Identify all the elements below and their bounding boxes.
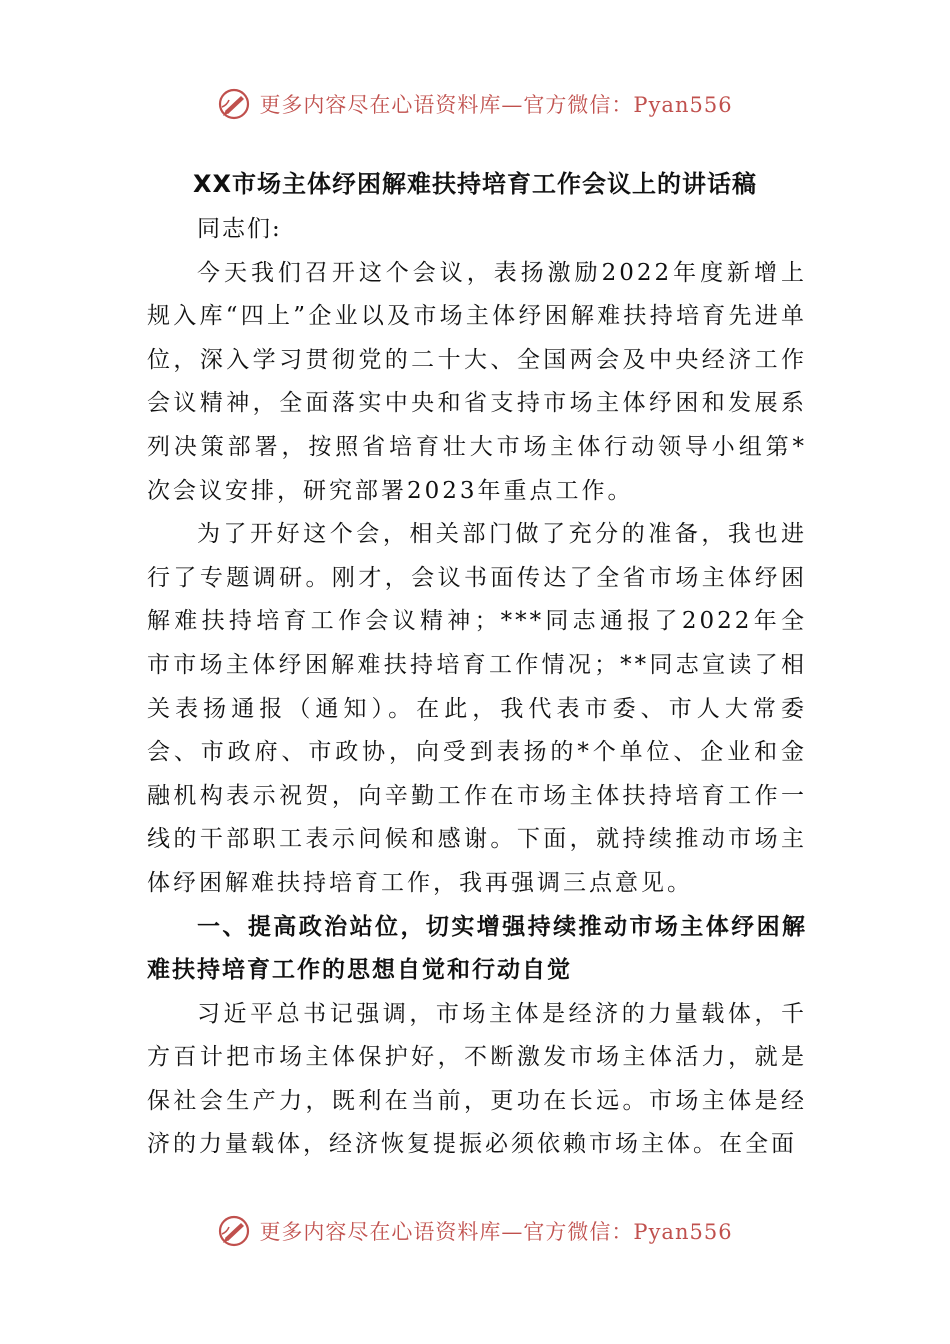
paragraph-1: 今天我们召开这个会议，表扬激励2022年度新增上规入库“四上”企业以及市场主体纾困解难扶持培育先进单位，深入学习贯彻党的二十大、全国两会及中央经济工作会议精神，全面落实中央和省支持市场主体纾困和发展系列决策部署，按照省培育壮大市场主体行动领导小组第*次会议安排，研究部署2023年重点工作。	[147, 259, 807, 504]
pen-circle-logo-icon	[217, 1214, 251, 1248]
salutation: 同志们:	[197, 216, 282, 242]
watermark-banner-top	[0, 84, 950, 124]
section-1-paragraph: 习近平总书记强调，市场主体是经济的力量载体，千方百计把市场主体保护好，不断激发市场主体活力，就是保社会生产力，既利在当前，更功在长远。市场主体是经济的力量载体，经济恢复提振必须依赖市场主体。在全面	[147, 1000, 807, 1158]
document-body	[147, 208, 807, 1167]
section-heading-1: 一、提高政治站位，切实增强持续推动市场主体纾困解难扶持培育工作的思想自觉和行动自觉	[147, 913, 807, 984]
watermark-text: 更多内容尽在心语资料库—官方微信：Pyan556	[259, 93, 733, 117]
pen-circle-logo-icon	[217, 87, 251, 121]
paragraph-2: 为了开好这个会，相关部门做了充分的准备，我也进行了专题调研。刚才，会议书面传达了全省市场主体纾困解难扶持培育工作会议精神；***同志通报了2022年全市市场主体纾困解难扶持培育工作情况；**同志宣读了相关表扬通报（通知）。在此，我代表市委、市人大常委会、市政府、市政协，向受到表扬的*个单位、企业和金融机构表示祝贺，向辛勤工作在市场主体扶持培育工作一线的干部职工表示问候和感谢。下面，就持续推动市场主体纾困解难扶持培育工作，我再强调三点意见。	[147, 521, 807, 896]
watermark-banner-bottom	[0, 1211, 950, 1251]
document-title: XX市场主体纾困解难扶持培育工作会议上的讲话稿	[192, 170, 757, 198]
watermark-text: 更多内容尽在心语资料库—官方微信：Pyan556	[259, 1220, 733, 1244]
